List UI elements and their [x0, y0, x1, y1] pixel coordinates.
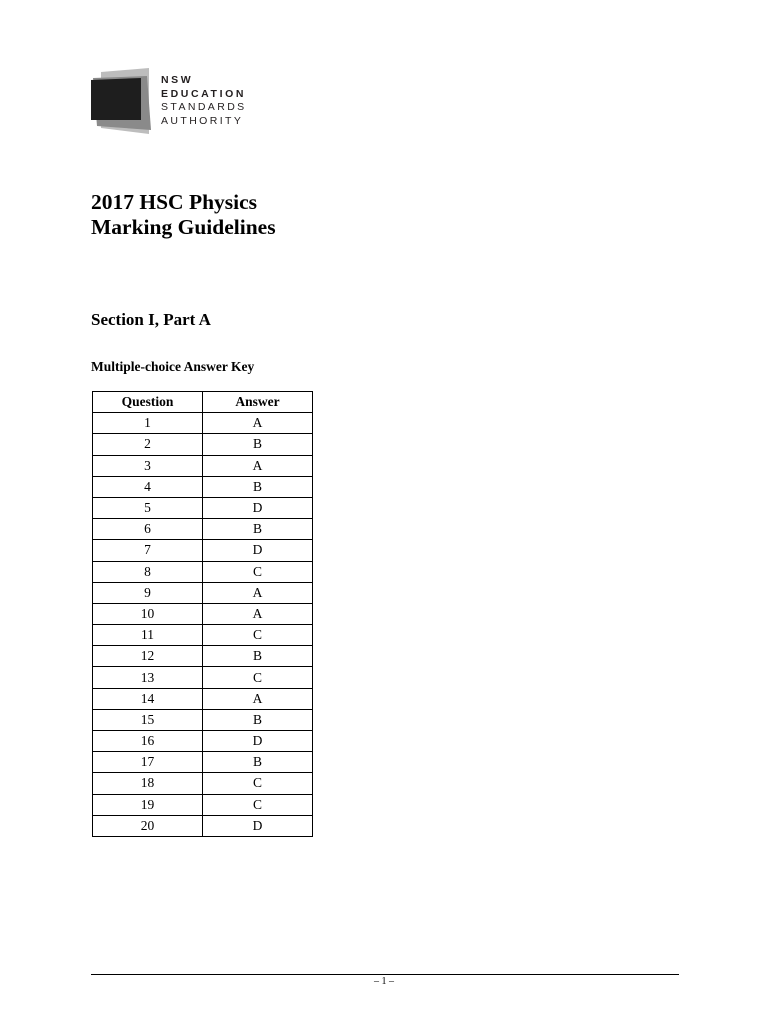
answer-cell: D — [203, 540, 313, 561]
nsw-esa-logo — [91, 68, 261, 134]
page-number: – 1 – — [374, 976, 394, 987]
table-row — [93, 815, 313, 836]
question-number-cell: 4 — [93, 476, 203, 497]
question-number-cell: 17 — [93, 752, 203, 773]
table-row — [93, 752, 313, 773]
answer-cell: D — [203, 731, 313, 752]
table-row — [93, 603, 313, 624]
table-row — [93, 688, 313, 709]
question-number-cell: 5 — [93, 497, 203, 518]
table-row — [93, 709, 313, 730]
table-row — [93, 731, 313, 752]
answer-cell: A — [203, 413, 313, 434]
question-number-cell: 13 — [93, 667, 203, 688]
answer-cell: A — [203, 688, 313, 709]
answer-cell: A — [203, 455, 313, 476]
table-row — [93, 413, 313, 434]
question-number-cell: 3 — [93, 455, 203, 476]
title-line-1: 2017 HSC Physics — [91, 190, 258, 214]
answer-cell: B — [203, 476, 313, 497]
table-row — [93, 646, 313, 667]
question-number-cell: 16 — [93, 731, 203, 752]
logo-line-standards: STANDARDS — [161, 101, 247, 113]
table-row — [93, 540, 313, 561]
answer-cell: B — [203, 434, 313, 455]
answer-cell: C — [203, 773, 313, 794]
answer-cell: C — [203, 561, 313, 582]
table-row — [93, 773, 313, 794]
answer-cell: B — [203, 752, 313, 773]
table-row — [93, 794, 313, 815]
question-number-cell: 14 — [93, 688, 203, 709]
table-row — [93, 625, 313, 646]
question-number-cell: 7 — [93, 540, 203, 561]
document-title — [91, 190, 276, 240]
question-number-cell: 1 — [93, 413, 203, 434]
question-number-cell: 10 — [93, 603, 203, 624]
title-line-2: Marking Guidelines — [91, 215, 276, 239]
question-number-cell: 6 — [93, 519, 203, 540]
table-row — [93, 434, 313, 455]
section-heading: Section I, Part A — [91, 310, 211, 329]
table-row — [93, 455, 313, 476]
question-number-cell: 2 — [93, 434, 203, 455]
answer-key-table — [92, 391, 313, 837]
table-row — [93, 582, 313, 603]
column-header-question: Question — [93, 392, 203, 413]
logo-mark-icon — [91, 68, 153, 134]
table-row — [93, 519, 313, 540]
question-number-cell: 20 — [93, 815, 203, 836]
answer-rows — [93, 413, 313, 837]
table-row — [93, 667, 313, 688]
answer-cell: C — [203, 794, 313, 815]
question-number-cell: 15 — [93, 709, 203, 730]
table-row — [93, 561, 313, 582]
question-number-cell: 9 — [93, 582, 203, 603]
question-number-cell: 12 — [93, 646, 203, 667]
answer-cell: B — [203, 646, 313, 667]
question-number-cell: 18 — [93, 773, 203, 794]
logo-line-nsw: NSW — [161, 74, 194, 86]
logo-wordmark — [161, 74, 247, 128]
table-header-row — [93, 392, 313, 413]
answer-key-heading: Multiple-choice Answer Key — [91, 359, 255, 374]
logo-line-authority: AUTHORITY — [161, 114, 244, 127]
answer-cell: B — [203, 709, 313, 730]
answer-cell: A — [203, 603, 313, 624]
answer-cell: D — [203, 815, 313, 836]
table-row — [93, 497, 313, 518]
logo-line-education: EDUCATION — [161, 87, 247, 100]
question-number-cell: 19 — [93, 794, 203, 815]
footer-divider — [91, 974, 679, 975]
column-header-answer: Answer — [203, 392, 313, 413]
answer-cell: C — [203, 625, 313, 646]
question-number-cell: 11 — [93, 625, 203, 646]
answer-cell: A — [203, 582, 313, 603]
question-number-cell: 8 — [93, 561, 203, 582]
answer-cell: D — [203, 497, 313, 518]
answer-cell: B — [203, 519, 313, 540]
answer-cell: C — [203, 667, 313, 688]
table-row — [93, 476, 313, 497]
